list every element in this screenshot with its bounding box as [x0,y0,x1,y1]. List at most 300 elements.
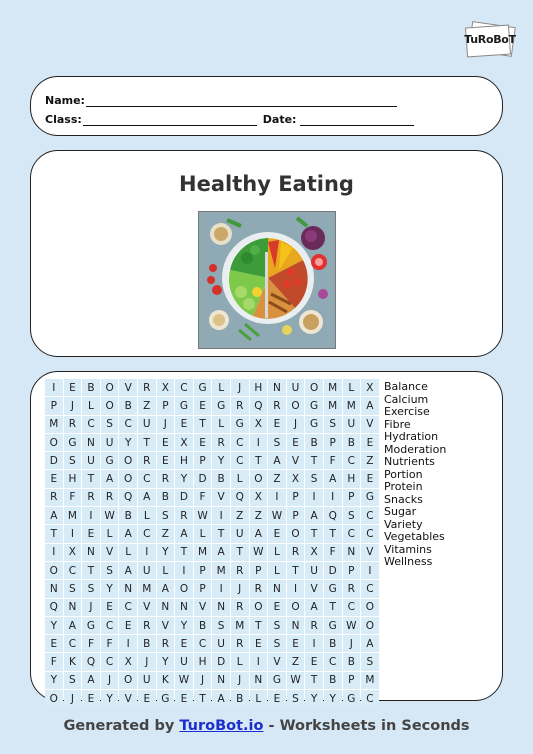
grid-cell[interactable]: V [268,653,286,670]
grid-cell[interactable]: M [138,580,156,597]
grid-cell[interactable]: S [361,653,379,670]
grid-cell[interactable]: I [82,507,100,524]
grid-cell[interactable]: P [194,580,212,597]
class-field[interactable] [83,114,257,126]
grid-cell[interactable]: E [361,470,379,487]
grid-cell[interactable]: M [324,379,342,396]
grid-cell[interactable]: H [64,470,82,487]
grid-cell[interactable]: Q [45,599,63,616]
grid-cell[interactable]: M [194,544,212,561]
grid-cell[interactable]: Y [101,580,119,597]
grid-cell[interactable]: Y [305,690,323,707]
grid-cell[interactable]: O [101,379,119,396]
grid-cell[interactable]: W [175,672,193,689]
grid-cell[interactable]: I [119,635,137,652]
grid-cell[interactable]: E [287,635,305,652]
grid-cell[interactable]: B [82,379,100,396]
grid-cell[interactable]: N [268,580,286,597]
grid-cell[interactable]: G [231,416,249,433]
grid-cell[interactable]: O [287,599,305,616]
grid-cell[interactable]: G [305,416,323,433]
grid-cell[interactable]: I [268,489,286,506]
grid-cell[interactable]: Z [157,525,175,542]
grid-cell[interactable]: O [45,434,63,451]
grid-cell[interactable]: T [305,672,323,689]
grid-cell[interactable]: R [157,635,175,652]
grid-cell[interactable]: T [194,416,212,433]
grid-cell[interactable]: L [157,562,175,579]
grid-cell[interactable]: N [45,580,63,597]
grid-cell[interactable]: P [324,434,342,451]
grid-cell[interactable]: S [268,635,286,652]
grid-cell[interactable]: A [119,525,137,542]
grid-cell[interactable]: R [138,379,156,396]
grid-cell[interactable]: R [82,489,100,506]
grid-cell[interactable]: E [82,690,100,707]
grid-cell[interactable]: U [138,672,156,689]
grid-cell[interactable]: M [64,507,82,524]
grid-cell[interactable]: E [194,434,212,451]
grid-cell[interactable]: V [305,580,323,597]
grid-cell[interactable]: G [268,672,286,689]
grid-cell[interactable]: W [101,507,119,524]
grid-cell[interactable]: R [343,580,361,597]
grid-cell[interactable]: L [212,416,230,433]
grid-cell[interactable]: O [305,379,323,396]
grid-cell[interactable]: L [231,470,249,487]
grid-cell[interactable]: V [212,489,230,506]
grid-cell[interactable]: R [101,489,119,506]
grid-cell[interactable]: E [287,434,305,451]
grid-cell[interactable]: C [138,470,156,487]
grid-cell[interactable]: I [287,580,305,597]
grid-cell[interactable]: J [343,635,361,652]
grid-cell[interactable]: A [250,525,268,542]
grid-cell[interactable]: X [250,489,268,506]
grid-cell[interactable]: I [305,489,323,506]
turobot-link[interactable]: TuroBot.io [179,718,264,734]
grid-cell[interactable]: E [175,635,193,652]
grid-cell[interactable]: T [305,525,323,542]
grid-cell[interactable]: H [343,470,361,487]
grid-cell[interactable]: V [119,690,137,707]
grid-cell[interactable]: I [175,562,193,579]
grid-cell[interactable]: C [119,416,137,433]
grid-cell[interactable]: N [157,599,175,616]
grid-cell[interactable]: O [175,580,193,597]
grid-cell[interactable]: T [250,452,268,469]
grid-cell[interactable]: J [82,599,100,616]
grid-cell[interactable]: O [287,525,305,542]
grid-cell[interactable]: R [231,599,249,616]
grid-cell[interactable]: B [119,397,137,414]
grid-cell[interactable]: I [305,635,323,652]
grid-cell[interactable]: C [361,507,379,524]
grid-cell[interactable]: U [287,379,305,396]
grid-cell[interactable]: T [287,562,305,579]
grid-cell[interactable]: T [212,525,230,542]
grid-cell[interactable]: C [343,525,361,542]
grid-cell[interactable]: E [157,434,175,451]
grid-cell[interactable]: X [119,653,137,670]
grid-cell[interactable]: R [231,635,249,652]
grid-cell[interactable]: D [212,653,230,670]
grid-cell[interactable]: J [287,416,305,433]
grid-cell[interactable]: I [45,544,63,561]
grid-cell[interactable]: X [305,544,323,561]
grid-cell[interactable]: G [212,397,230,414]
grid-cell[interactable]: B [194,617,212,634]
grid-cell[interactable]: G [64,434,82,451]
grid-cell[interactable]: X [287,470,305,487]
grid-cell[interactable]: Y [101,690,119,707]
grid-cell[interactable]: E [157,452,175,469]
grid-cell[interactable]: E [268,599,286,616]
grid-cell[interactable]: T [231,544,249,561]
grid-cell[interactable]: F [194,489,212,506]
grid-cell[interactable]: N [64,599,82,616]
grid-cell[interactable]: C [231,452,249,469]
grid-cell[interactable]: E [361,434,379,451]
grid-cell[interactable]: T [82,470,100,487]
grid-cell[interactable]: T [194,690,212,707]
grid-cell[interactable]: C [361,525,379,542]
grid-cell[interactable]: K [64,653,82,670]
grid-cell[interactable]: E [268,690,286,707]
grid-cell[interactable]: S [287,690,305,707]
grid-cell[interactable]: U [212,635,230,652]
grid-cell[interactable]: A [82,672,100,689]
grid-cell[interactable]: C [175,379,193,396]
grid-cell[interactable]: A [138,489,156,506]
grid-cell[interactable]: C [343,452,361,469]
grid-cell[interactable]: C [324,653,342,670]
grid-cell[interactable]: F [82,635,100,652]
grid-cell[interactable]: X [157,379,175,396]
grid-cell[interactable]: T [138,434,156,451]
grid-cell[interactable]: G [101,452,119,469]
grid-cell[interactable]: I [250,434,268,451]
grid-cell[interactable]: N [212,672,230,689]
grid-cell[interactable]: F [324,544,342,561]
grid-cell[interactable]: Y [175,617,193,634]
grid-cell[interactable]: C [119,599,137,616]
grid-cell[interactable]: A [324,470,342,487]
grid-cell[interactable]: B [212,470,230,487]
grid-cell[interactable]: Y [324,690,342,707]
grid-cell[interactable]: G [361,489,379,506]
grid-cell[interactable]: S [101,562,119,579]
grid-cell[interactable]: R [138,452,156,469]
grid-cell[interactable]: A [305,599,323,616]
grid-cell[interactable]: C [101,653,119,670]
grid-cell[interactable]: E [175,416,193,433]
grid-cell[interactable]: F [45,653,63,670]
grid-cell[interactable]: V [287,452,305,469]
grid-cell[interactable]: J [231,580,249,597]
grid-cell[interactable]: P [157,397,175,414]
grid-cell[interactable]: R [268,397,286,414]
grid-cell[interactable]: A [212,544,230,561]
grid-cell[interactable]: Q [250,397,268,414]
grid-cell[interactable]: D [45,452,63,469]
grid-cell[interactable]: Y [157,544,175,561]
grid-cell[interactable]: Q [324,507,342,524]
grid-cell[interactable]: G [175,397,193,414]
grid-cell[interactable]: E [101,599,119,616]
grid-cell[interactable]: E [268,525,286,542]
grid-cell[interactable]: A [101,470,119,487]
grid-cell[interactable]: Y [212,452,230,469]
grid-cell[interactable]: A [361,635,379,652]
grid-cell[interactable]: N [343,544,361,561]
grid-cell[interactable]: H [194,653,212,670]
grid-cell[interactable]: B [305,434,323,451]
grid-cell[interactable]: E [268,416,286,433]
grid-cell[interactable]: A [45,507,63,524]
grid-cell[interactable]: C [82,416,100,433]
grid-cell[interactable]: E [64,379,82,396]
grid-cell[interactable]: Z [361,452,379,469]
grid-cell[interactable]: L [250,690,268,707]
grid-cell[interactable]: X [64,544,82,561]
grid-cell[interactable]: L [138,507,156,524]
grid-cell[interactable]: N [268,379,286,396]
grid-cell[interactable]: M [343,397,361,414]
grid-cell[interactable]: N [212,599,230,616]
grid-cell[interactable]: C [361,580,379,597]
grid-cell[interactable]: C [64,635,82,652]
grid-cell[interactable]: G [82,617,100,634]
grid-cell[interactable]: T [82,562,100,579]
grid-cell[interactable]: S [305,470,323,487]
grid-cell[interactable]: R [45,489,63,506]
grid-cell[interactable]: S [212,617,230,634]
grid-cell[interactable]: E [175,690,193,707]
grid-cell[interactable]: D [324,562,342,579]
grid-cell[interactable]: P [194,562,212,579]
grid-cell[interactable]: G [194,379,212,396]
grid-cell[interactable]: I [250,653,268,670]
grid-cell[interactable]: U [343,416,361,433]
grid-cell[interactable]: R [64,416,82,433]
grid-cell[interactable]: O [361,617,379,634]
grid-cell[interactable]: Z [250,507,268,524]
grid-cell[interactable]: W [268,507,286,524]
grid-cell[interactable]: A [175,525,193,542]
grid-cell[interactable]: I [64,525,82,542]
grid-cell[interactable]: U [138,416,156,433]
grid-cell[interactable]: Q [82,653,100,670]
grid-cell[interactable]: X [175,434,193,451]
grid-cell[interactable]: R [231,562,249,579]
grid-cell[interactable]: V [361,416,379,433]
grid-cell[interactable]: N [287,617,305,634]
grid-cell[interactable]: O [45,690,63,707]
grid-cell[interactable]: N [119,580,137,597]
grid-cell[interactable]: T [305,452,323,469]
grid-cell[interactable]: G [324,580,342,597]
grid-cell[interactable]: V [101,544,119,561]
grid-cell[interactable]: O [361,599,379,616]
grid-cell[interactable]: S [343,507,361,524]
grid-cell[interactable]: R [138,617,156,634]
grid-cell[interactable]: K [157,672,175,689]
grid-cell[interactable]: J [101,672,119,689]
grid-cell[interactable]: V [157,617,175,634]
grid-cell[interactable]: J [157,416,175,433]
grid-cell[interactable]: S [64,580,82,597]
grid-cell[interactable]: P [194,452,212,469]
grid-cell[interactable]: V [138,599,156,616]
grid-cell[interactable]: V [119,379,137,396]
grid-cell[interactable]: I [324,489,342,506]
grid-cell[interactable]: L [82,397,100,414]
grid-cell[interactable]: E [82,525,100,542]
grid-cell[interactable]: N [250,672,268,689]
grid-cell[interactable]: D [194,470,212,487]
grid-cell[interactable]: Z [287,653,305,670]
grid-cell[interactable]: B [157,489,175,506]
grid-cell[interactable]: E [305,653,323,670]
grid-cell[interactable]: B [343,434,361,451]
grid-cell[interactable]: R [231,397,249,414]
grid-cell[interactable]: I [361,562,379,579]
grid-cell[interactable]: G [324,617,342,634]
grid-cell[interactable]: I [212,507,230,524]
grid-cell[interactable]: R [175,507,193,524]
grid-cell[interactable]: A [212,690,230,707]
grid-cell[interactable]: B [138,635,156,652]
grid-cell[interactable]: W [250,544,268,561]
grid-cell[interactable]: H [175,452,193,469]
grid-cell[interactable]: L [101,525,119,542]
grid-cell[interactable]: T [175,544,193,561]
grid-cell[interactable]: V [194,599,212,616]
grid-cell[interactable]: M [45,416,63,433]
grid-cell[interactable]: P [287,507,305,524]
grid-cell[interactable]: L [343,379,361,396]
grid-cell[interactable]: G [305,397,323,414]
grid-cell[interactable]: U [101,434,119,451]
grid-cell[interactable]: J [231,379,249,396]
grid-cell[interactable]: B [343,653,361,670]
grid-cell[interactable]: U [138,562,156,579]
grid-cell[interactable]: O [250,599,268,616]
grid-cell[interactable]: T [324,525,342,542]
grid-cell[interactable]: P [287,489,305,506]
grid-cell[interactable]: F [64,489,82,506]
grid-cell[interactable]: R [305,617,323,634]
grid-cell[interactable]: N [82,434,100,451]
grid-cell[interactable]: S [64,452,82,469]
grid-cell[interactable]: E [45,635,63,652]
grid-cell[interactable]: F [324,452,342,469]
grid-cell[interactable]: Y [175,470,193,487]
grid-cell[interactable]: U [305,562,323,579]
grid-cell[interactable]: E [119,617,137,634]
grid-cell[interactable]: B [119,507,137,524]
grid-cell[interactable]: G [343,690,361,707]
grid-cell[interactable]: P [343,489,361,506]
grid-cell[interactable]: C [231,434,249,451]
grid-cell[interactable]: A [305,507,323,524]
grid-cell[interactable]: J [138,653,156,670]
grid-cell[interactable]: J [194,672,212,689]
grid-cell[interactable]: Y [45,617,63,634]
grid-cell[interactable]: T [250,617,268,634]
grid-cell[interactable]: S [101,416,119,433]
grid-cell[interactable]: A [119,562,137,579]
grid-cell[interactable]: Z [138,397,156,414]
grid-cell[interactable]: T [45,525,63,542]
grid-cell[interactable]: J [64,397,82,414]
grid-cell[interactable]: C [343,599,361,616]
grid-cell[interactable]: O [119,470,137,487]
grid-cell[interactable]: E [194,397,212,414]
grid-cell[interactable]: P [45,397,63,414]
grid-cell[interactable]: U [175,653,193,670]
grid-cell[interactable]: R [212,434,230,451]
grid-cell[interactable]: C [101,617,119,634]
grid-cell[interactable]: H [250,379,268,396]
grid-cell[interactable]: O [287,397,305,414]
grid-cell[interactable]: B [324,672,342,689]
grid-cell[interactable]: J [231,672,249,689]
grid-cell[interactable]: L [212,379,230,396]
grid-cell[interactable]: L [268,562,286,579]
grid-cell[interactable]: S [157,507,175,524]
grid-cell[interactable]: N [82,544,100,561]
grid-cell[interactable]: O [250,470,268,487]
grid-cell[interactable]: W [287,672,305,689]
grid-cell[interactable]: L [231,653,249,670]
grid-cell[interactable]: M [212,562,230,579]
grid-cell[interactable]: M [324,397,342,414]
grid-cell[interactable]: E [250,635,268,652]
grid-cell[interactable]: I [45,379,63,396]
grid-cell[interactable]: D [175,489,193,506]
grid-cell[interactable]: A [157,580,175,597]
grid-cell[interactable]: Y [157,653,175,670]
grid-cell[interactable]: U [231,525,249,542]
grid-cell[interactable]: L [119,544,137,561]
grid-cell[interactable]: G [157,690,175,707]
grid-cell[interactable]: L [268,544,286,561]
grid-cell[interactable]: S [64,672,82,689]
grid-cell[interactable]: O [101,397,119,414]
grid-cell[interactable]: Q [119,489,137,506]
grid-cell[interactable]: W [194,507,212,524]
grid-cell[interactable]: X [250,416,268,433]
grid-cell[interactable]: S [324,416,342,433]
grid-cell[interactable]: L [194,525,212,542]
grid-cell[interactable]: T [324,599,342,616]
grid-cell[interactable]: A [361,397,379,414]
grid-cell[interactable]: R [250,580,268,597]
grid-cell[interactable]: Z [268,470,286,487]
grid-cell[interactable]: S [268,617,286,634]
grid-cell[interactable]: P [343,562,361,579]
grid-cell[interactable]: S [82,580,100,597]
grid-cell[interactable]: Y [45,672,63,689]
grid-cell[interactable]: C [64,562,82,579]
grid-cell[interactable]: P [343,672,361,689]
grid-cell[interactable]: M [231,617,249,634]
grid-cell[interactable]: C [194,635,212,652]
grid-cell[interactable]: R [287,544,305,561]
date-field[interactable] [300,114,414,126]
